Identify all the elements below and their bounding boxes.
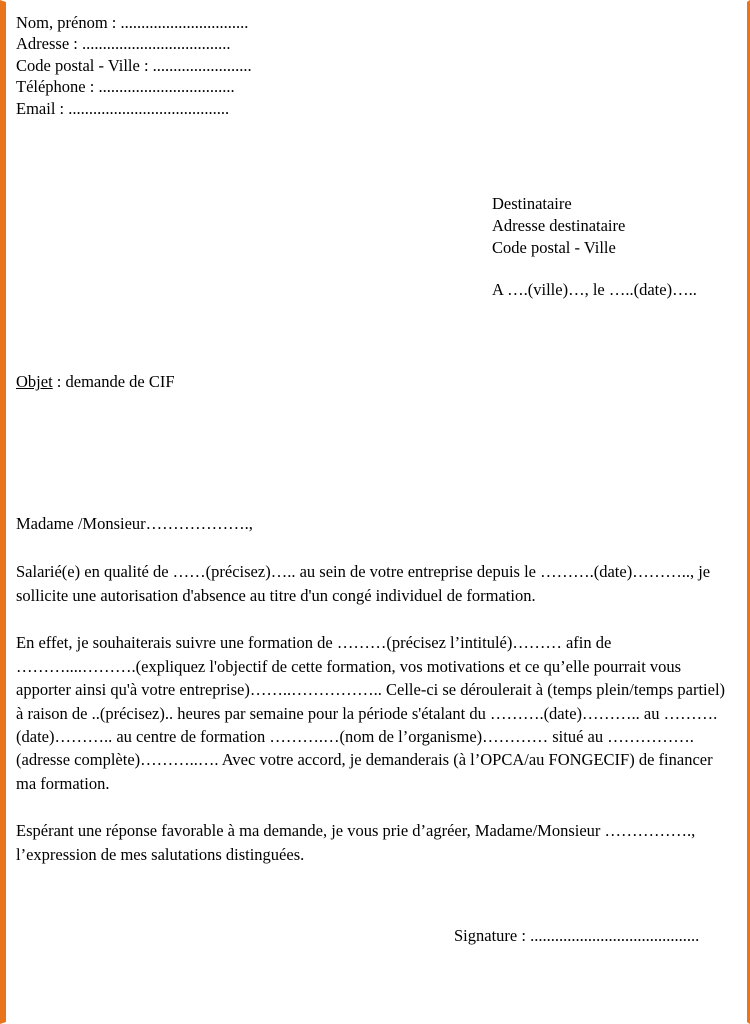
salutation: Madame /Monsieur………………., bbox=[16, 514, 253, 534]
recipient-block bbox=[492, 193, 733, 258]
signature-line: Signature : ......................................... bbox=[454, 926, 700, 946]
body-paragraph-2: En effet, je souhaiterais suivre une formation de ………(précisez l’intitulé)……… afin de ………....……….(expliquez l'objectif de cette formation, vos motivations et ce qu’elle pourrait vous apporter ainsi qu'à votre entreprise)……..…………….. Celle-ci se déroulerait à (temps plein/temps partiel) à raison de ..(précisez).. heures par semaine pour la période s'étalant du ……….(date)……….. au ……….(date)……….. au centre de formation ……….…(nom de l’organisme)………… situé au …………….(adresse complète)………..…. Avec votre accord, je demanderais (à l’OPCA/au FONGECIF) de financer ma formation. bbox=[16, 633, 726, 793]
sender-line-phone: Téléphone : ................................. bbox=[16, 77, 235, 97]
letter-sheet bbox=[6, 2, 747, 1022]
recipient-line-postal-city: Code postal - Ville bbox=[492, 237, 616, 257]
recipient-line-address: Adresse destinataire bbox=[492, 215, 626, 235]
subject-text: : demande de CIF bbox=[52, 372, 175, 392]
sender-line-address: Adresse : .................................... bbox=[16, 34, 231, 54]
sender-line-name: Nom, prénom : ............................... bbox=[16, 13, 249, 32]
sender-line-postal-city: Code postal - Ville : ........................ bbox=[16, 55, 252, 75]
body-paragraph-3: Espérant une réponse favorable à ma demande, je vous prie d’agréer, Madame/Monsieur ……………., l’expression de mes salutations distinguées. bbox=[16, 821, 696, 864]
place-date-line: A ….(ville)…, le …..(date)….. bbox=[492, 280, 697, 300]
body-paragraph-1: Salarié(e) en qualité de ……(précisez)….. au sein de votre entreprise depuis le ……….(date)……….., je sollicite une autorisation d'absence au titre d'un congé individuel de formation. bbox=[16, 562, 711, 605]
sender-line-email: Email : ....................................... bbox=[16, 98, 230, 118]
recipient-line-name: Destinataire bbox=[492, 194, 572, 214]
subject-label: Objet bbox=[16, 372, 53, 392]
sender-block bbox=[16, 12, 733, 119]
subject-line bbox=[16, 372, 733, 392]
